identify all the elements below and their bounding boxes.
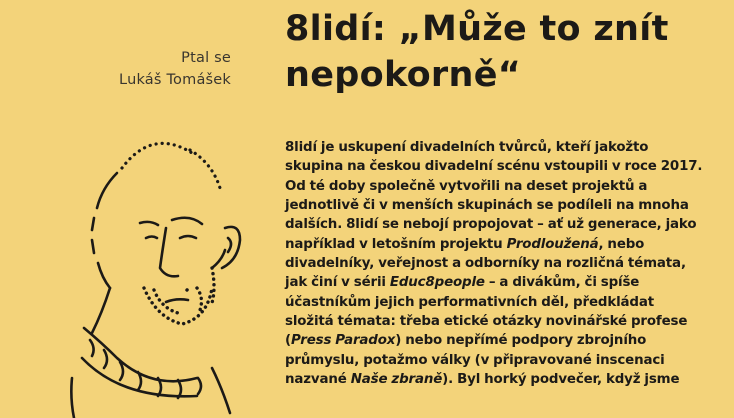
lead-text-2: , nebo divadelníky, veřejnost a odborníky na rozličná témata, jak činí v sérii: [285, 236, 686, 291]
title-prodlouzena: Prodloužená: [506, 236, 599, 252]
lead-text-4: ) nebo nepřímé podpory zbrojního průmyslu, potažmo války (v připravované inscenaci nazvané: [285, 333, 665, 388]
lead-text-5: ). Byl horký podvečer, když jsme: [442, 372, 680, 388]
title-nase-zbrane: Naše zbraně: [350, 372, 443, 388]
title-press-paradox: Press Paradox: [290, 333, 396, 349]
byline-author: Lukáš Tomášek: [119, 72, 231, 88]
headline-line-1: 8lidí: „Může to znít: [285, 9, 669, 49]
headline-line-2: nepokorně“: [285, 55, 522, 95]
byline-label: Ptal se: [181, 50, 231, 66]
lead-text-1: 8lidí je uskupení divadelních tvůrců, kteří jakožto skupina na českou divadelní scénu vstoupili v roce 2017. Od té doby společně vytvořili na deset projektů a jednotlivě či v menších skupinách se podíleli na mnoha dalších. 8lidí se nebojí propojovat – ať už generace, jako například v letošním projektu: [285, 140, 703, 252]
lead-text-3: – a divákům, či spíše účastníkům jejich performativních děl, předkládat složitá témata: třeba etické otázky novinářské profese (: [285, 275, 688, 349]
article-lead-paragraph: [285, 138, 703, 389]
article-headline: [285, 6, 725, 98]
title-educ8people: Educ8people: [389, 275, 485, 291]
portrait-illustration: [62, 128, 252, 418]
byline: [119, 47, 231, 91]
